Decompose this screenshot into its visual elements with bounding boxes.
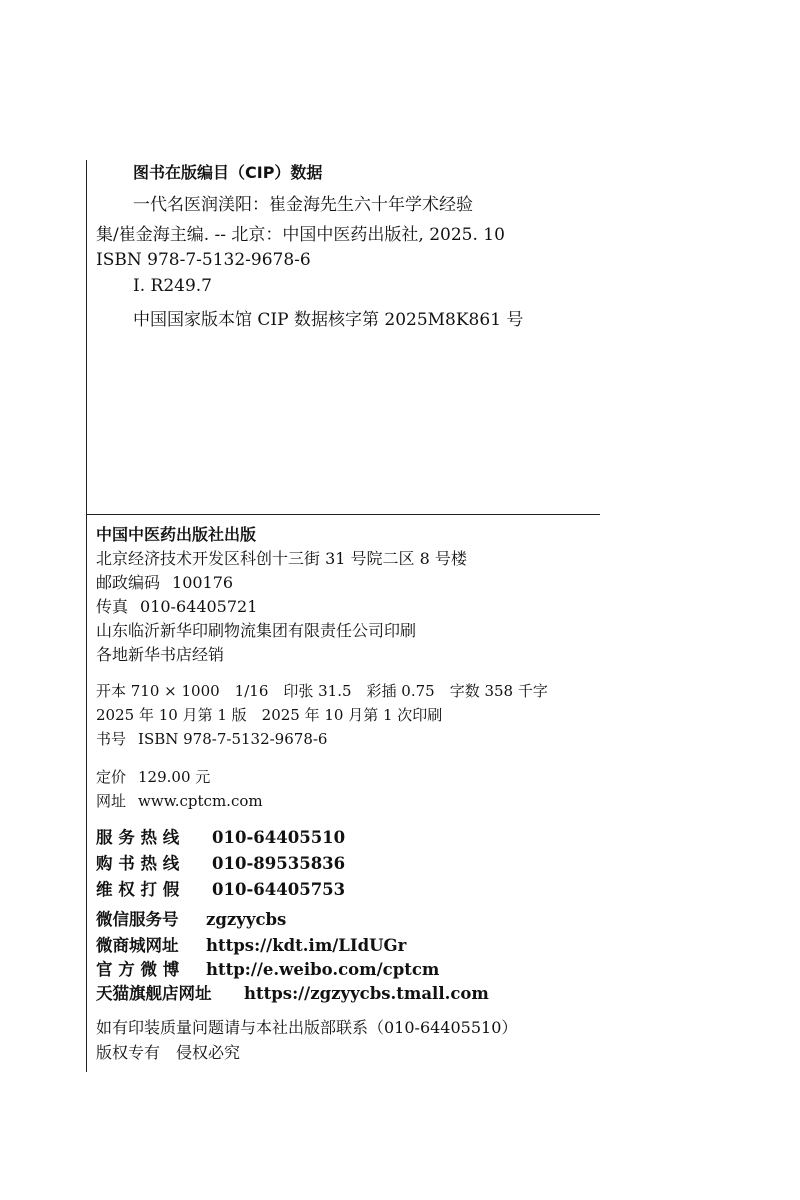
hotline-purchase <box>96 850 345 874</box>
left-vertical-rule <box>86 160 87 1072</box>
tmall-line <box>96 980 489 1004</box>
wechat-line <box>96 906 286 930</box>
channel-label: 天猫旗舰店网址 <box>96 984 212 1003</box>
channel-label: 微信服务号 <box>96 910 179 929</box>
printer: 山东临沂新华印刷物流集团有限责任公司印刷 <box>96 621 417 640</box>
postcode-line <box>96 570 233 593</box>
price-value: 129.00 元 <box>138 768 211 786</box>
price-label: 定价 <box>96 768 127 786</box>
channel-label: 微商城网址 <box>96 936 179 955</box>
hotline-number: 010-89535836 <box>212 854 346 873</box>
hotline-number: 010-64405510 <box>212 828 346 847</box>
cip-line-1: 一代名医润渼阳：崔金海先生六十年学术经验 <box>133 195 473 215</box>
book-number-line <box>96 728 327 749</box>
fax-line <box>96 594 257 617</box>
channel-value: zgzyycbs <box>206 910 287 929</box>
cip-classification: Ⅰ. R249.7 <box>133 276 212 296</box>
hotline-number: 010-64405753 <box>212 880 346 899</box>
hotline-label: 服 务 热 线 <box>96 828 180 847</box>
distributor: 各地新华书店经销 <box>96 645 225 664</box>
wechat-mall-line <box>96 932 406 956</box>
weibo-line <box>96 956 439 980</box>
hotline-label: 购 书 热 线 <box>96 854 180 873</box>
hotline-service <box>96 824 345 848</box>
channel-value: https://zgzyycbs.tmall.com <box>244 984 489 1003</box>
price-line <box>96 766 210 787</box>
cip-title: 图书在版编目（CIP）数据 <box>133 163 323 182</box>
fax-label: 传真 <box>96 597 129 616</box>
copyright-notice: 版权专有 侵权必究 <box>96 1043 241 1062</box>
book-number-value: ISBN 978-7-5132-9678-6 <box>138 730 328 748</box>
website-line <box>96 790 263 811</box>
postcode-value: 100176 <box>172 573 234 592</box>
channel-label: 官 方 微 博 <box>96 960 180 979</box>
section-divider <box>86 514 600 515</box>
fax-value: 010-64405721 <box>140 597 258 616</box>
book-number-label: 书号 <box>96 730 127 748</box>
cip-isbn: ISBN 978-7-5132-9678-6 <box>96 250 311 270</box>
edition-line: 2025 年 10 月第 1 版 2025 年 10 月第 1 次印刷 <box>96 706 443 724</box>
postcode-label: 邮政编码 <box>96 573 161 592</box>
publisher-address: 北京经济技术开发区科创十三街 31 号院二区 8 号楼 <box>96 549 467 568</box>
website-value: www.cptcm.com <box>138 792 263 810</box>
publisher-name: 中国中医药出版社出版 <box>96 525 257 544</box>
quality-notice: 如有印装质量问题请与本社出版部联系（010-64405510） <box>96 1018 518 1037</box>
hotline-label: 维 权 打 假 <box>96 880 180 899</box>
channel-value: https://kdt.im/LIdUGr <box>206 936 407 955</box>
cip-record-number: 中国国家版本馆 CIP 数据核字第 2025M8K861 号 <box>133 310 524 330</box>
channel-value: http://e.weibo.com/cptcm <box>206 960 440 979</box>
format-line: 开本 710 × 1000 1/16 印张 31.5 彩插 0.75 字数 358 千字 <box>96 682 548 700</box>
cip-line-2: 集/崔金海主编. -- 北京：中国中医药出版社, 2025. 10 <box>96 225 505 245</box>
website-label: 网址 <box>96 792 127 810</box>
hotline-anti-piracy <box>96 876 345 900</box>
